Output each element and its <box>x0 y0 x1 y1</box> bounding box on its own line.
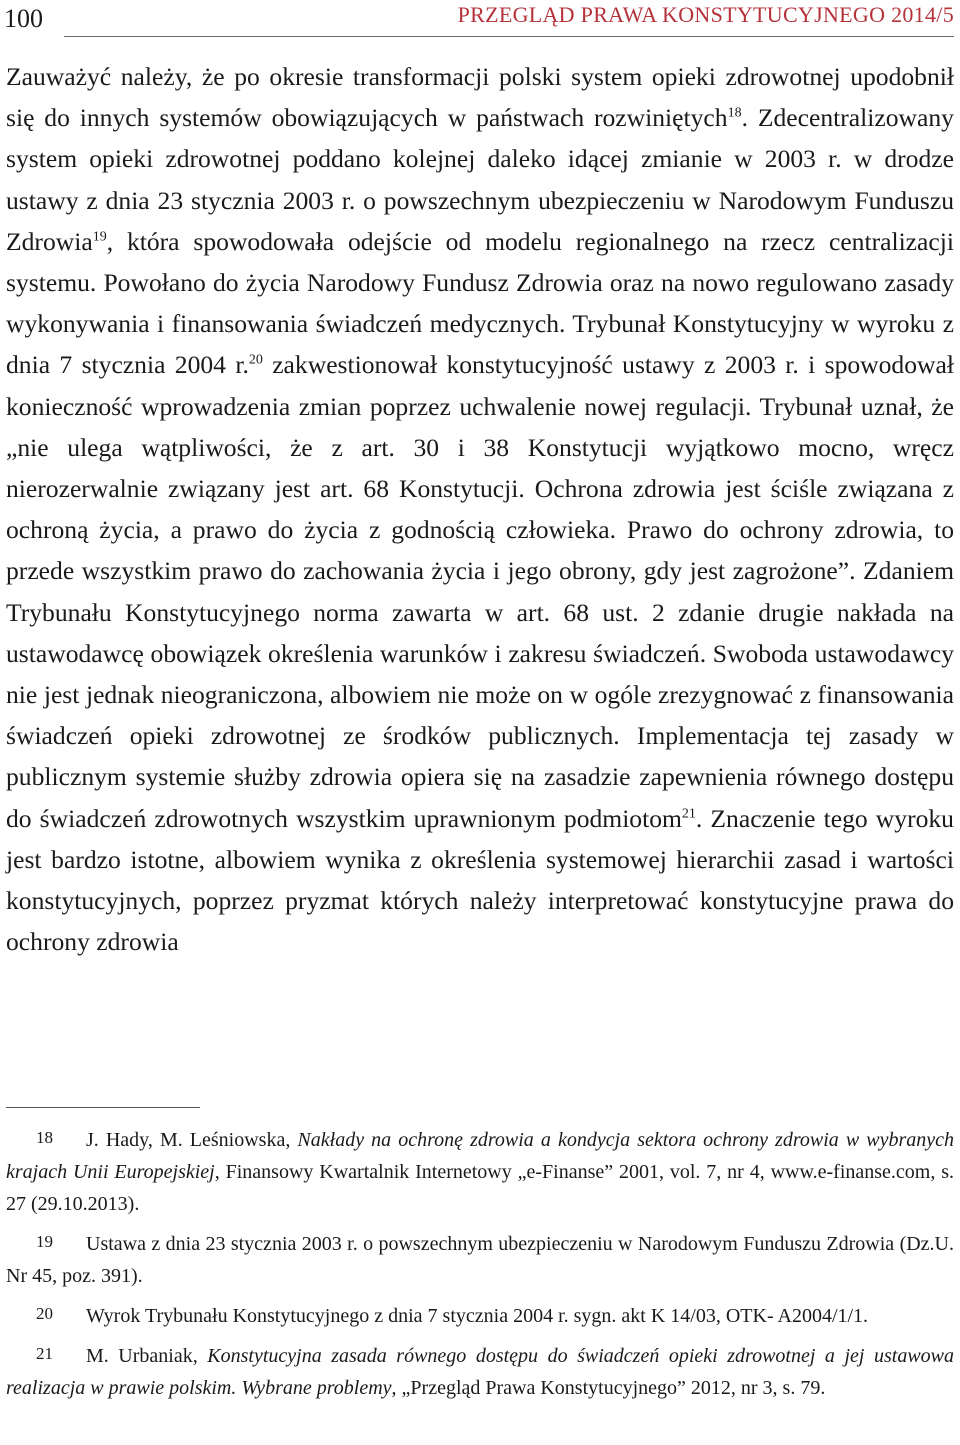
footnote-ref-21[interactable]: 21 <box>681 806 696 822</box>
footnote-21 <box>6 1338 954 1404</box>
main-text <box>6 56 954 962</box>
footnote-number: 19 <box>36 1232 53 1251</box>
page-header <box>4 0 954 40</box>
footnote-separator <box>6 1107 200 1108</box>
footnote-text: M. Urbaniak, <box>86 1345 208 1367</box>
footnote-20 <box>6 1298 954 1332</box>
footnote-18 <box>6 1122 954 1220</box>
body-text-segment: zakwestionował konstytucyjność ustawy z 2003 r. i spowodował konieczność wprowadzenia zmian poprzez uchwalenie nowej regulacji. Trybunał uznał, że „nie ulega wątpliwości, że z art. 30 i 38 Konstytucji wyjątkowo mocno, wręcz nierozerwalnie związany jest art. 68 Konstytucji. Ochrona zdrowia jest ściśle związana z ochroną życia, a prawo do życia z godnością człowieka. Prawo do ochrony zdrowia, to przede wszystkim prawo do zachowania życia i jego obrony, gdy jest zagrożone”. Zdaniem Trybunału Konstytucyjnego norma zawarta w art. 68 ust. 2 zdanie drugie nakłada na ustawodawcę obowiązek określenia warunków i zakresu świadczeń. Swoboda ustawodawcy nie jest jednak nieograniczona, albowiem nie może on w ogóle zrezygnować z finansowania świadczeń opieki zdrowotnej ze środków publicznych. Implementacja tej zasady w publicznym systemie służby zdrowia opiera się na zasadzie zapewnienia równego dostępu do świadczeń zdrowotnych wszystkim uprawnionym podmiotom <box>6 350 954 833</box>
footnote-title: Nakłady na ochronę zdrowia a kondycja sektora ochrony zdrowia w wybranych krajach Unii Europejskiej <box>6 1129 954 1183</box>
body-text-segment: . Znaczenie tego wyroku jest bardzo istotne, albowiem wynika z określenia systemowej hierarchii zasad i wartości konstytucyjnych, poprzez pryzmat których należy interpretować konstytucyjne prawa do ochrony zdrowia <box>6 803 954 957</box>
running-title: PRZEGLĄD PRAWA KONSTYTUCYJNEGO 2014/5 <box>457 2 954 27</box>
footnote-text: , Finansowy Kwartalnik Internetowy „e-Finanse” 2001, vol. 7, nr 4, www.e-finanse.com, s. 27 (29.10.2013). <box>6 1161 954 1215</box>
footnote-text: J. Hady, M. Leśniowska, <box>86 1129 298 1151</box>
body-paragraph <box>6 56 954 962</box>
body-text-segment: Zauważyć należy, że po okresie transformacji polski system opieki zdrowotnej upodobnił się do innych systemów obowiązujących w państwach rozwiniętych <box>6 62 954 133</box>
page-number: 100 <box>4 4 43 33</box>
footnote-ref-19[interactable]: 19 <box>92 229 107 245</box>
footnote-number: 18 <box>36 1128 53 1147</box>
header-rule <box>64 36 954 37</box>
footnote-19 <box>6 1226 954 1292</box>
footnote-ref-18[interactable]: 18 <box>727 105 742 121</box>
footnote-ref-20[interactable]: 20 <box>248 352 263 368</box>
footnote-title: Konstytucyjna zasada równego dostępu do świadczeń opieki zdrowotnej a jej ustawowa realizacja w prawie polskim. Wybrane problemy <box>6 1345 954 1399</box>
footnote-number: 20 <box>36 1304 53 1323</box>
footnote-text: Wyrok Trybunału Konstytucyjnego z dnia 7 stycznia 2004 r. sygn. akt K 14/03, OTK- A2004/1/1. <box>86 1305 869 1327</box>
footnote-text: , „Przegląd Prawa Konstytucyjnego” 2012, nr 3, s. 79. <box>391 1377 826 1399</box>
body-text-segment: . Zdecentralizowany system opieki zdrowotnej poddano kolejnej daleko idącej zmianie w 2003 r. w drodze ustawy z dnia 23 stycznia 2003 r. o powszechnym ubezpieczeniu w Narodowym Funduszu Zdrowia <box>6 103 954 256</box>
footnote-number: 21 <box>36 1344 53 1363</box>
footnote-text: Ustawa z dnia 23 stycznia 2003 r. o powszechnym ubezpieczeniu w Narodowym Funduszu Zdrowia (Dz.U. Nr 45, poz. 391). <box>6 1233 954 1287</box>
footnotes <box>6 1122 954 1410</box>
body-text-segment: , która spowodowała odejście od modelu regionalnego na rzecz centralizacji systemu. Powołano do życia Narodowy Fundusz Zdrowia oraz na nowo regulowano zasady wykonywania i finansowania świadczeń medycznych. Trybunał Konstytucyjny w wyroku z dnia 7 stycznia 2004 r. <box>6 226 954 380</box>
